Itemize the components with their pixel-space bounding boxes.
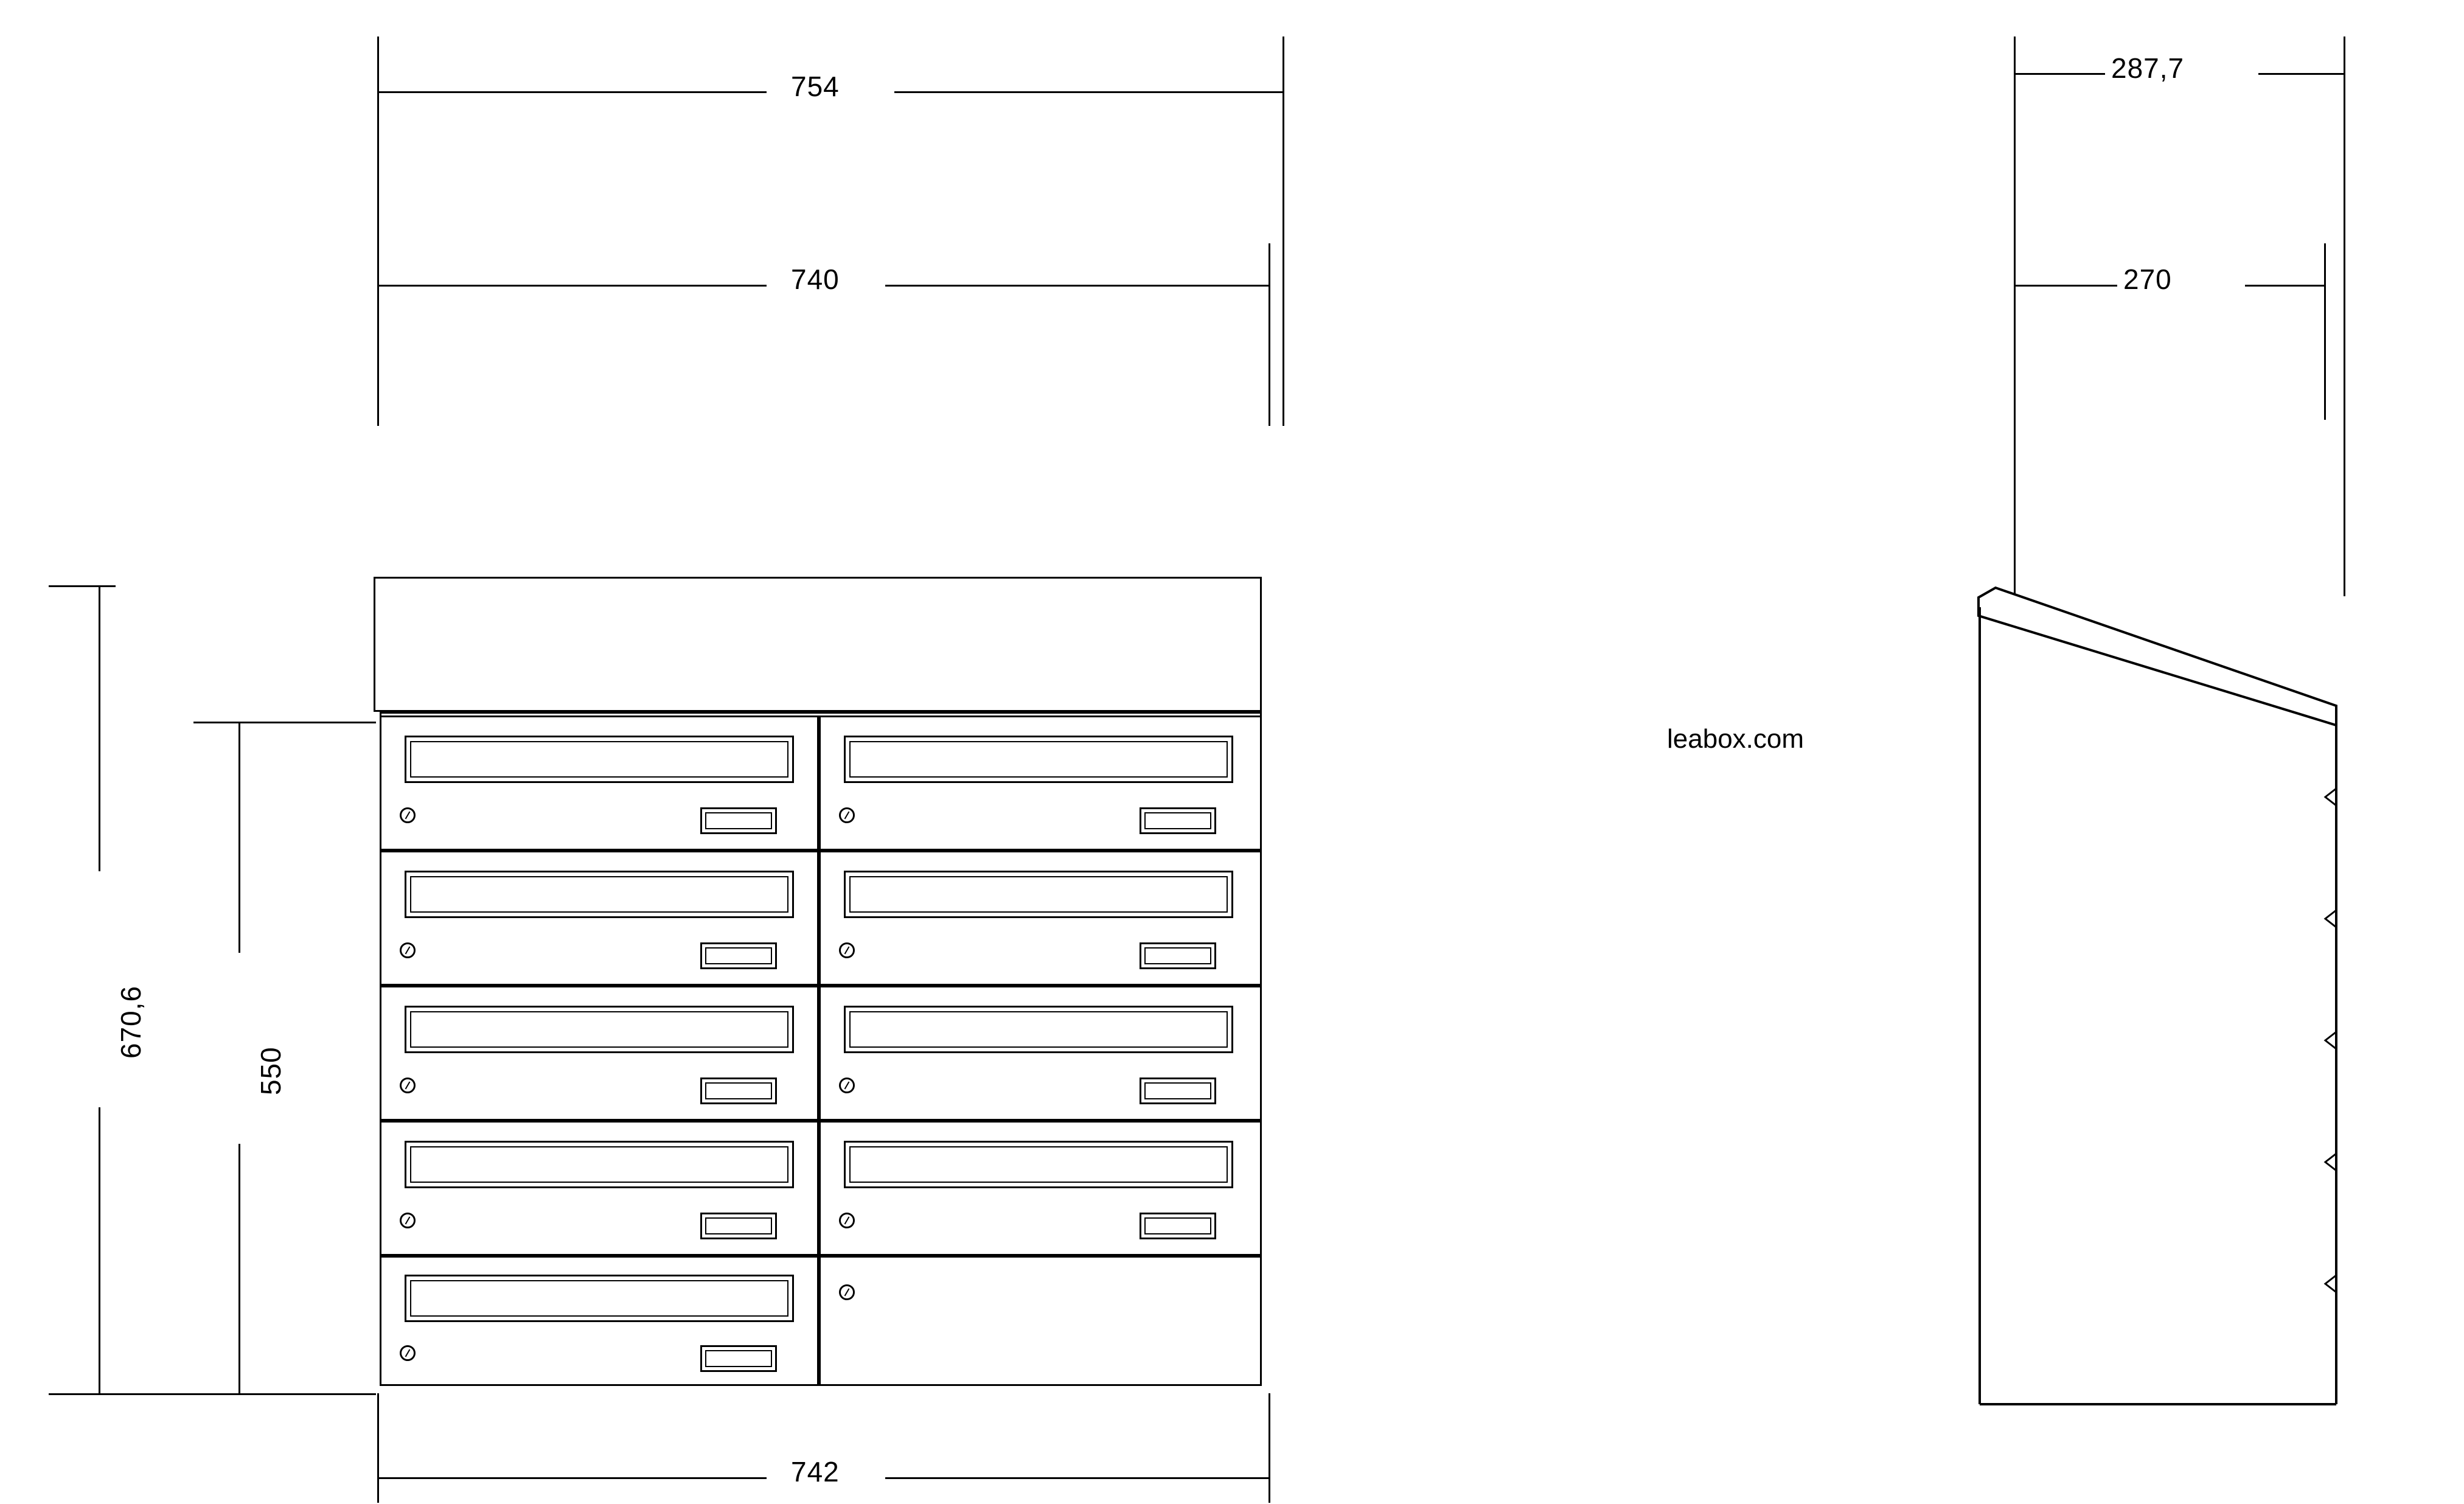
nameplate-5-1 <box>700 1345 777 1372</box>
compartment-door-5-1[interactable] <box>380 1256 819 1386</box>
dim-740-extension-left <box>377 243 379 426</box>
side-notch-4 <box>2325 1154 2336 1171</box>
dim-6706-line-lower <box>99 1107 100 1393</box>
nameplate-3-2 <box>1140 1078 1216 1104</box>
compartment-door-1-1[interactable] <box>380 715 819 851</box>
dim-742-extension-right <box>1269 1393 1270 1503</box>
compartment-door-3-1[interactable] <box>380 986 819 1121</box>
dim-270-line-left <box>2014 285 2117 287</box>
lock-2-1[interactable] <box>400 942 416 958</box>
compartment-door-1-2[interactable] <box>819 715 1262 851</box>
dim-740-line-right <box>885 285 1269 287</box>
dim-740-extension-right <box>1269 243 1270 426</box>
dim-2877-line-right <box>2258 73 2344 75</box>
dim-754-label: 754 <box>791 71 840 102</box>
dim-270-extension-left <box>2014 243 2016 420</box>
dim-550-line-lower <box>238 1144 240 1393</box>
lock-4-1[interactable] <box>400 1213 416 1228</box>
lock-1-2[interactable] <box>839 807 855 823</box>
dim-550-line-upper <box>238 722 240 953</box>
dim-740-label: 740 <box>791 263 840 295</box>
dim-2877-label: 287,7 <box>2111 52 2185 84</box>
compartment-door-4-1[interactable] <box>380 1121 819 1256</box>
side-notch-5 <box>2325 1275 2336 1292</box>
letter-slot-1-2 <box>844 736 1233 783</box>
compartment-door-2-1[interactable] <box>380 851 819 986</box>
nameplate-4-2 <box>1140 1213 1216 1239</box>
dim-6706-extension-top <box>49 585 116 587</box>
dim-2877-extension-right <box>2344 37 2345 596</box>
compartment-door-2-2[interactable] <box>819 851 1262 986</box>
dim-754-line-right <box>894 91 1284 93</box>
dim-270-label: 270 <box>2123 263 2172 295</box>
side-view <box>1971 584 2348 1412</box>
dim-270-line-right <box>2245 285 2324 287</box>
lock-3-2[interactable] <box>839 1078 855 1093</box>
side-view-svg <box>1971 584 2348 1412</box>
dim-6706-line-upper <box>99 585 100 871</box>
nameplate-1-1 <box>700 807 777 834</box>
compartment-door-5-2[interactable] <box>819 1256 1262 1386</box>
dim-740-line-left <box>377 285 767 287</box>
lock-4-2[interactable] <box>839 1213 855 1228</box>
dim-754-line-left <box>377 91 767 93</box>
brand-label: leabox.com <box>1667 724 1804 754</box>
top-cover <box>374 577 1262 712</box>
front-view <box>374 577 1262 1386</box>
lock-5-1[interactable] <box>400 1345 416 1361</box>
dim-550-extension-bottom <box>193 1393 376 1395</box>
letter-slot-4-1 <box>405 1141 794 1188</box>
dim-6706-label: 670,6 <box>115 985 147 1059</box>
compartment-door-3-2[interactable] <box>819 986 1262 1121</box>
dim-754-extension-right <box>1282 37 1284 426</box>
side-notch-1 <box>2325 789 2336 806</box>
dim-270-extension-right <box>2324 243 2326 420</box>
lock-5-2[interactable] <box>839 1284 855 1300</box>
dim-550-label: 550 <box>255 1046 287 1095</box>
letter-slot-2-2 <box>844 871 1233 918</box>
lock-3-1[interactable] <box>400 1078 416 1093</box>
nameplate-4-1 <box>700 1213 777 1239</box>
compartment-door-4-2[interactable] <box>819 1121 1262 1256</box>
dim-2877-line-left <box>2014 73 2105 75</box>
letter-slot-3-1 <box>405 1006 794 1053</box>
letter-slot-2-1 <box>405 871 794 918</box>
letter-slot-4-2 <box>844 1141 1233 1188</box>
nameplate-2-2 <box>1140 942 1216 969</box>
nameplate-3-1 <box>700 1078 777 1104</box>
dim-742-line-right <box>885 1477 1269 1479</box>
dim-550-extension-top <box>193 722 376 723</box>
dim-742-extension-left <box>377 1393 379 1503</box>
nameplate-1-2 <box>1140 807 1216 834</box>
letter-slot-3-2 <box>844 1006 1233 1053</box>
side-notch-3 <box>2325 1032 2336 1049</box>
letter-slot-1-1 <box>405 736 794 783</box>
lock-1-1[interactable] <box>400 807 416 823</box>
side-roof <box>1979 588 2336 725</box>
nameplate-2-1 <box>700 942 777 969</box>
lock-2-2[interactable] <box>839 942 855 958</box>
letter-slot-5-1 <box>405 1275 794 1322</box>
dim-742-line-left <box>377 1477 767 1479</box>
side-notch-2 <box>2325 910 2336 927</box>
dim-742-label: 742 <box>791 1456 840 1488</box>
